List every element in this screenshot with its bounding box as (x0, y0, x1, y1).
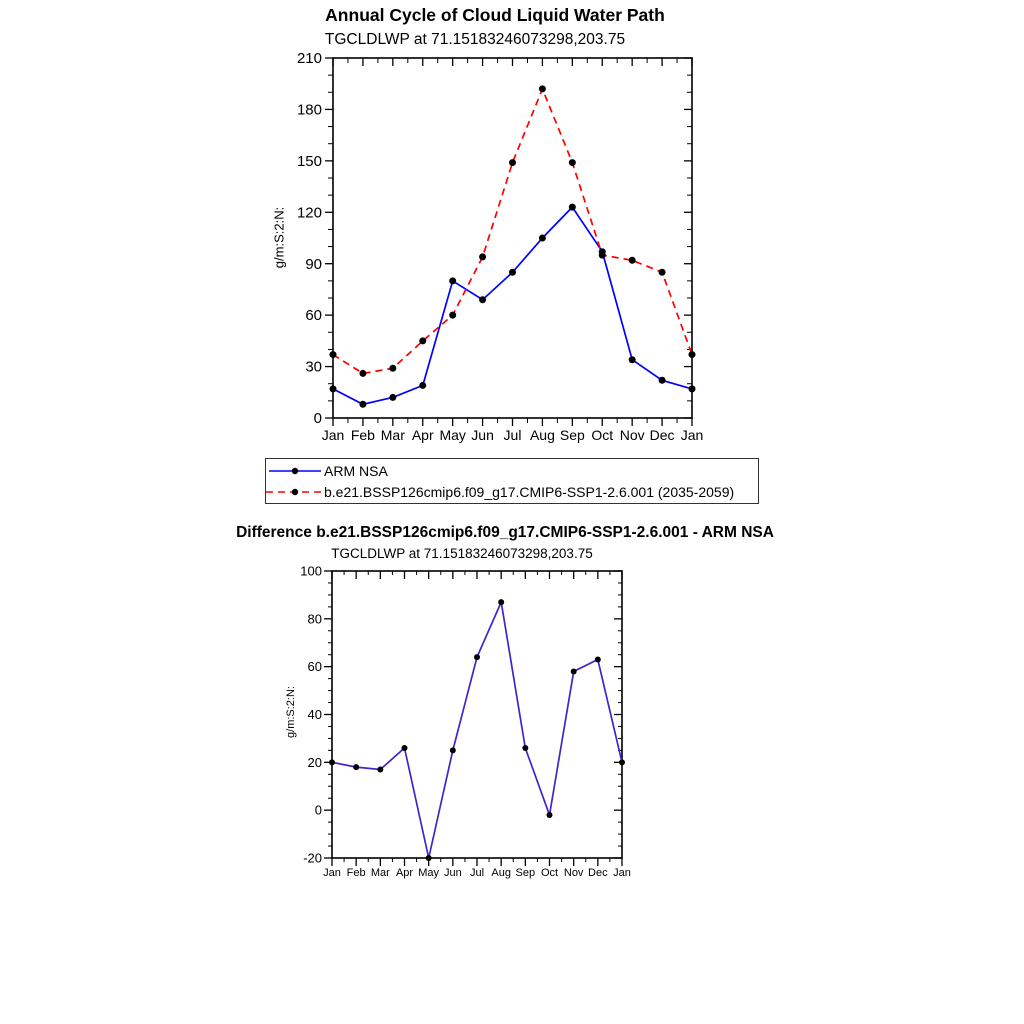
y-tick-label: 60 (305, 307, 322, 325)
data-point-marker (659, 377, 666, 384)
data-point-marker (569, 204, 576, 211)
y-tick-label: 30 (305, 358, 322, 376)
y-tick-label: 90 (305, 255, 322, 273)
x-tick-label: May (439, 427, 466, 443)
x-tick-label: Nov (563, 867, 584, 879)
data-point-marker (359, 370, 366, 377)
series-line (333, 89, 692, 374)
data-point-marker (595, 656, 601, 662)
legend-label-arm-nsa: ARM NSA (324, 462, 388, 479)
x-tick-label: Nov (619, 427, 645, 443)
chart1-subtitle: TGCLDLWP at 71.15183246073298,203.75 (324, 31, 626, 48)
x-tick-label: Sep (515, 867, 536, 879)
legend-line-sample-dashed (266, 485, 324, 499)
data-point-marker (629, 356, 636, 363)
data-point-marker (539, 85, 546, 92)
data-point-marker (619, 759, 625, 765)
chart2-title: Difference b.e21.BSSP126cmip6.f09_g17.CMIP6-SSP1-2.6.001 - ARM NSA (236, 524, 774, 541)
x-tick-label: Dec (588, 867, 608, 879)
data-point-marker (377, 767, 383, 773)
legend-item-arm-nsa (266, 461, 758, 481)
data-point-marker (449, 277, 456, 284)
data-point-marker (426, 855, 432, 861)
x-tick-label: Aug (529, 427, 555, 443)
data-point-marker (474, 654, 480, 660)
legend-item-model (266, 482, 758, 502)
legend-label-model: b.e21.BSSP126cmip6.f09_g17.CMIP6-SSP1-2.6.001 (2035-2059) (324, 483, 735, 500)
x-tick-label: Mar (380, 427, 405, 443)
data-point-marker (659, 269, 666, 276)
y-tick-label: -20 (303, 850, 322, 866)
data-point-marker (479, 296, 486, 303)
legend (265, 458, 759, 504)
x-tick-label: Jul (503, 427, 522, 443)
data-point-marker (509, 159, 516, 166)
x-tick-label: Jan (613, 867, 631, 879)
y-tick-label: 20 (307, 754, 322, 770)
data-point-marker (419, 337, 426, 344)
data-point-marker (547, 812, 553, 818)
data-point-marker (359, 401, 366, 408)
x-tick-label: Jul (469, 867, 485, 879)
x-tick-label: Mar (370, 867, 390, 879)
x-tick-label: Jun (471, 427, 494, 443)
data-point-marker (689, 385, 696, 392)
legend-line-sample-solid (266, 464, 324, 478)
plot-frame (332, 571, 622, 858)
x-tick-label: Oct (591, 427, 614, 443)
data-point-marker (522, 745, 528, 751)
data-point-marker (569, 159, 576, 166)
chart2-subtitle: TGCLDLWP at 71.15183246073298,203.75 (331, 546, 593, 561)
y-tick-label: 60 (307, 659, 322, 675)
data-point-marker (389, 394, 396, 401)
x-tick-label: May (418, 867, 440, 879)
y-tick-label: 150 (296, 152, 322, 170)
x-tick-label: Oct (540, 867, 559, 879)
y-tick-label: 0 (314, 802, 322, 818)
data-point-marker (689, 351, 696, 358)
data-point-marker (539, 235, 546, 242)
x-tick-label: Jan (680, 427, 704, 443)
y-tick-label: 80 (307, 611, 322, 627)
data-point-marker (450, 747, 456, 753)
chart1-title: Annual Cycle of Cloud Liquid Water Path (325, 5, 665, 25)
data-point-marker (329, 759, 335, 765)
x-tick-label: Feb (346, 867, 366, 879)
series-line (332, 602, 622, 858)
data-point-marker (599, 252, 606, 259)
x-tick-label: Jan (323, 867, 341, 879)
data-point-marker (509, 269, 516, 276)
series-line (333, 207, 692, 404)
y-tick-label: 40 (307, 706, 322, 722)
x-tick-label: Apr (411, 427, 434, 443)
data-point-marker (571, 668, 577, 674)
data-point-marker (498, 599, 504, 605)
x-tick-label: Dec (649, 427, 675, 443)
data-point-marker (419, 382, 426, 389)
data-point-marker (629, 257, 636, 264)
data-point-marker (479, 253, 486, 260)
y-tick-label: 0 (313, 410, 322, 428)
data-point-marker (353, 764, 359, 770)
y-tick-label: 180 (296, 101, 322, 119)
data-point-marker (389, 365, 396, 372)
x-tick-label: Sep (559, 427, 585, 443)
x-tick-label: Feb (350, 427, 375, 443)
data-point-marker (330, 351, 337, 358)
y-tick-label: 210 (296, 50, 322, 68)
y-tick-label: 100 (300, 563, 322, 579)
data-point-marker (402, 745, 408, 751)
x-tick-label: Jan (321, 427, 345, 443)
x-tick-label: Apr (395, 867, 414, 879)
data-point-marker (330, 385, 337, 392)
data-point-marker (449, 312, 456, 319)
chart1-y-axis-label: g/m:S:2:N: (271, 206, 287, 269)
x-tick-label: Aug (491, 867, 511, 879)
y-tick-label: 120 (296, 204, 322, 222)
chart2-y-axis-label: g/m:S:2:N: (285, 686, 297, 738)
x-tick-label: Jun (443, 867, 462, 879)
